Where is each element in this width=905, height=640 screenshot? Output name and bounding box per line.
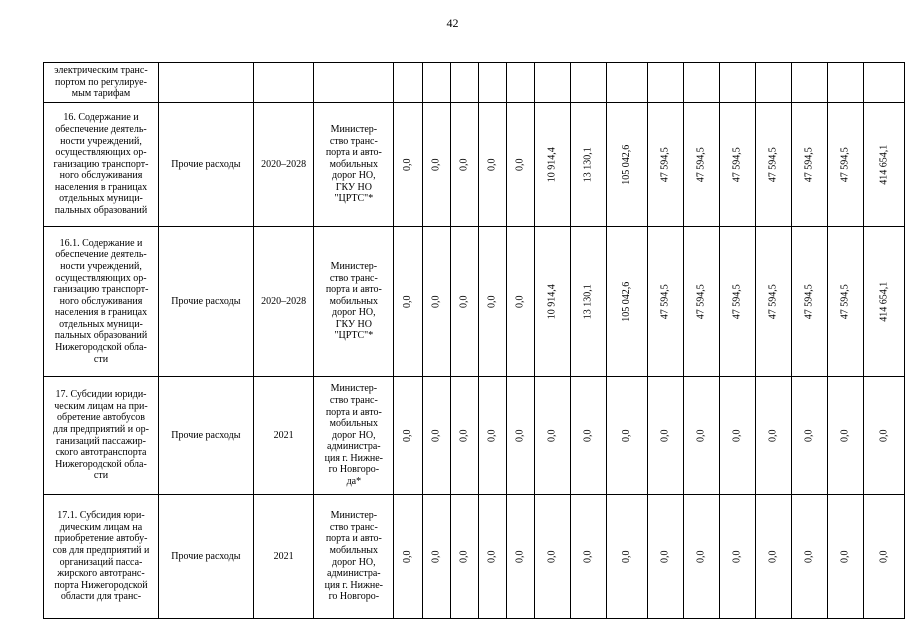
- expense-type-cell: Прочие расходы: [158, 377, 253, 495]
- expense-type-cell: Прочие расходы: [158, 495, 253, 619]
- value-cell: [827, 227, 863, 377]
- value-cell: [570, 495, 606, 619]
- value-text: 0,0: [458, 550, 470, 563]
- executor-cell: Министер- ство транс- порта и авто- мобильных дорог НО, администра- ция г. Нижне- го Новгоро- да*: [314, 377, 394, 495]
- value-text: 13 130,1: [582, 147, 594, 182]
- value-cell: [606, 63, 647, 103]
- value-cell: [647, 495, 683, 619]
- value-cell: [719, 63, 755, 103]
- value-cell: [423, 227, 451, 377]
- value-cell: [791, 377, 827, 495]
- value-text: 0,0: [767, 429, 779, 442]
- value-text: 0,0: [767, 550, 779, 563]
- value-cell: [606, 227, 647, 377]
- value-text: 47 594,5: [695, 284, 707, 319]
- value-text: 105 042,6: [621, 144, 633, 185]
- value-text: 0,0: [486, 295, 498, 308]
- value-cell: [683, 495, 719, 619]
- value-text: 0,0: [486, 158, 498, 171]
- value-text: 0,0: [546, 429, 558, 442]
- value-text: 0,0: [546, 550, 558, 563]
- value-cell: [450, 377, 478, 495]
- value-text: 47 594,5: [659, 147, 671, 182]
- value-text: 0,0: [695, 429, 707, 442]
- value-cell: [423, 103, 451, 227]
- value-cell: [570, 103, 606, 227]
- value-text: 0,0: [731, 550, 743, 563]
- value-cell: [423, 495, 451, 619]
- executor-cell: Министер- ство транс- порта и авто- мобильных дорог НО, администра- ция г. Нижне- го Новгоро-: [314, 495, 394, 619]
- value-text: 47 594,5: [731, 147, 743, 182]
- value-text: 0,0: [486, 429, 498, 442]
- value-cell: [606, 103, 647, 227]
- value-cell: [423, 377, 451, 495]
- value-text: 0,0: [430, 158, 442, 171]
- value-cell: [450, 495, 478, 619]
- period-cell: 2021: [253, 495, 314, 619]
- value-cell: [450, 63, 478, 103]
- page-number: 42: [446, 16, 459, 30]
- value-text: 0,0: [458, 295, 470, 308]
- value-cell: [791, 63, 827, 103]
- value-text: 47 594,5: [767, 147, 779, 182]
- value-text: 47 594,5: [803, 284, 815, 319]
- value-text: 0,0: [582, 550, 594, 563]
- value-text: 10 914,4: [546, 147, 558, 182]
- value-cell: [755, 103, 791, 227]
- expense-type-cell: [158, 63, 253, 103]
- value-text: 0,0: [621, 429, 633, 442]
- table-row: [44, 63, 905, 103]
- value-cell: [791, 103, 827, 227]
- budget-table: [43, 62, 905, 619]
- period-cell: 2021: [253, 377, 314, 495]
- value-text: 0,0: [695, 550, 707, 563]
- value-text: 47 594,5: [731, 284, 743, 319]
- value-cell: [394, 227, 423, 377]
- value-cell: [506, 377, 534, 495]
- value-text: 0,0: [839, 550, 851, 563]
- value-text: 0,0: [402, 295, 414, 308]
- value-cell: [719, 377, 755, 495]
- activity-name-cell: электрическим транс- портом по регулируе- мым тарифам: [44, 63, 159, 103]
- value-cell: [450, 103, 478, 227]
- value-cell: [863, 227, 904, 377]
- value-cell: [647, 63, 683, 103]
- value-cell: [570, 63, 606, 103]
- value-cell: [394, 377, 423, 495]
- value-text: 0,0: [514, 295, 526, 308]
- value-cell: [827, 103, 863, 227]
- value-cell: [534, 377, 570, 495]
- value-text: 47 594,5: [839, 284, 851, 319]
- value-text: 47 594,5: [803, 147, 815, 182]
- value-text: 0,0: [402, 429, 414, 442]
- value-text: 414 654,1: [878, 144, 890, 185]
- value-cell: [827, 63, 863, 103]
- value-text: 47 594,5: [695, 147, 707, 182]
- value-text: 0,0: [839, 429, 851, 442]
- value-text: 0,0: [659, 429, 671, 442]
- value-cell: [683, 227, 719, 377]
- value-cell: [394, 63, 423, 103]
- value-text: 0,0: [878, 550, 890, 563]
- value-cell: [570, 227, 606, 377]
- value-text: 0,0: [430, 295, 442, 308]
- executor-cell: [314, 63, 394, 103]
- value-text: 0,0: [878, 429, 890, 442]
- table-row: [44, 377, 905, 495]
- value-cell: [506, 63, 534, 103]
- value-text: 0,0: [430, 429, 442, 442]
- value-text: 0,0: [514, 550, 526, 563]
- value-text: 0,0: [486, 550, 498, 563]
- value-cell: [647, 377, 683, 495]
- value-cell: [683, 63, 719, 103]
- value-cell: [394, 103, 423, 227]
- period-cell: 2020–2028: [253, 227, 314, 377]
- value-cell: [755, 495, 791, 619]
- value-cell: [683, 103, 719, 227]
- table-row: [44, 495, 905, 619]
- value-text: 0,0: [731, 429, 743, 442]
- activity-name-cell: 17. Субсидии юриди- ческим лицам на при- обретение автобусов для предприятий и ор- ганизаций пассажир- ского автотранспорта Нижегородской обла- сти: [44, 377, 159, 495]
- value-text: 0,0: [582, 429, 594, 442]
- value-text: 47 594,5: [767, 284, 779, 319]
- value-cell: [506, 227, 534, 377]
- value-text: 0,0: [621, 550, 633, 563]
- value-cell: [719, 227, 755, 377]
- activity-name-cell: 17.1. Субсидия юри- дическим лицам на приобретение автобу- сов для предприятий и организаций пасса- жирского автотранс- порта Нижегородской области для транс-: [44, 495, 159, 619]
- executor-cell: Министер- ство транс- порта и авто- мобильных дорог НО, ГКУ НО "ЦРТС"*: [314, 103, 394, 227]
- period-cell: [253, 63, 314, 103]
- activity-name-cell: 16.1. Содержание и обеспечение деятель- ности учреждений, осуществляющих ор- ганизацию транспорт- ного обслуживания населения в границах отдельных муници- пальных образований Нижегородской обла- сти: [44, 227, 159, 377]
- value-text: 0,0: [803, 550, 815, 563]
- value-cell: [647, 227, 683, 377]
- value-cell: [647, 103, 683, 227]
- value-cell: [478, 227, 506, 377]
- value-cell: [534, 103, 570, 227]
- value-text: 0,0: [402, 550, 414, 563]
- value-cell: [683, 377, 719, 495]
- value-text: 0,0: [803, 429, 815, 442]
- expense-type-cell: Прочие расходы: [158, 103, 253, 227]
- value-cell: [791, 227, 827, 377]
- value-cell: [755, 227, 791, 377]
- table-row: [44, 103, 905, 227]
- value-cell: [827, 377, 863, 495]
- value-cell: [863, 377, 904, 495]
- value-cell: [506, 103, 534, 227]
- value-text: 0,0: [514, 429, 526, 442]
- value-text: 13 130,1: [582, 284, 594, 319]
- value-cell: [570, 377, 606, 495]
- value-cell: [863, 103, 904, 227]
- value-cell: [534, 63, 570, 103]
- value-cell: [534, 227, 570, 377]
- value-text: 0,0: [430, 550, 442, 563]
- value-cell: [863, 495, 904, 619]
- expense-type-cell: Прочие расходы: [158, 227, 253, 377]
- value-cell: [606, 495, 647, 619]
- value-text: 0,0: [458, 158, 470, 171]
- value-cell: [827, 495, 863, 619]
- value-cell: [606, 377, 647, 495]
- value-text: 0,0: [659, 550, 671, 563]
- value-text: 105 042,6: [621, 281, 633, 322]
- value-cell: [534, 495, 570, 619]
- value-cell: [755, 377, 791, 495]
- value-text: 47 594,5: [839, 147, 851, 182]
- value-cell: [478, 495, 506, 619]
- value-cell: [755, 63, 791, 103]
- activity-name-cell: 16. Содержание и обеспечение деятель- ности учреждений, осуществляющих ор- ганизацию транспорт- ного обслуживания населения в границах отдельных муници- пальных образований: [44, 103, 159, 227]
- value-cell: [719, 495, 755, 619]
- value-cell: [719, 103, 755, 227]
- value-cell: [863, 63, 904, 103]
- value-text: 0,0: [514, 158, 526, 171]
- value-cell: [478, 63, 506, 103]
- value-text: 0,0: [402, 158, 414, 171]
- value-cell: [478, 377, 506, 495]
- period-cell: 2020–2028: [253, 103, 314, 227]
- value-text: 0,0: [458, 429, 470, 442]
- value-text: 47 594,5: [659, 284, 671, 319]
- value-cell: [791, 495, 827, 619]
- value-cell: [394, 495, 423, 619]
- table-row: [44, 227, 905, 377]
- value-text: 414 654,1: [878, 281, 890, 322]
- value-cell: [478, 103, 506, 227]
- value-cell: [506, 495, 534, 619]
- value-cell: [450, 227, 478, 377]
- value-text: 10 914,4: [546, 284, 558, 319]
- executor-cell: Министер- ство транс- порта и авто- мобильных дорог НО, ГКУ НО "ЦРТС"*: [314, 227, 394, 377]
- value-cell: [423, 63, 451, 103]
